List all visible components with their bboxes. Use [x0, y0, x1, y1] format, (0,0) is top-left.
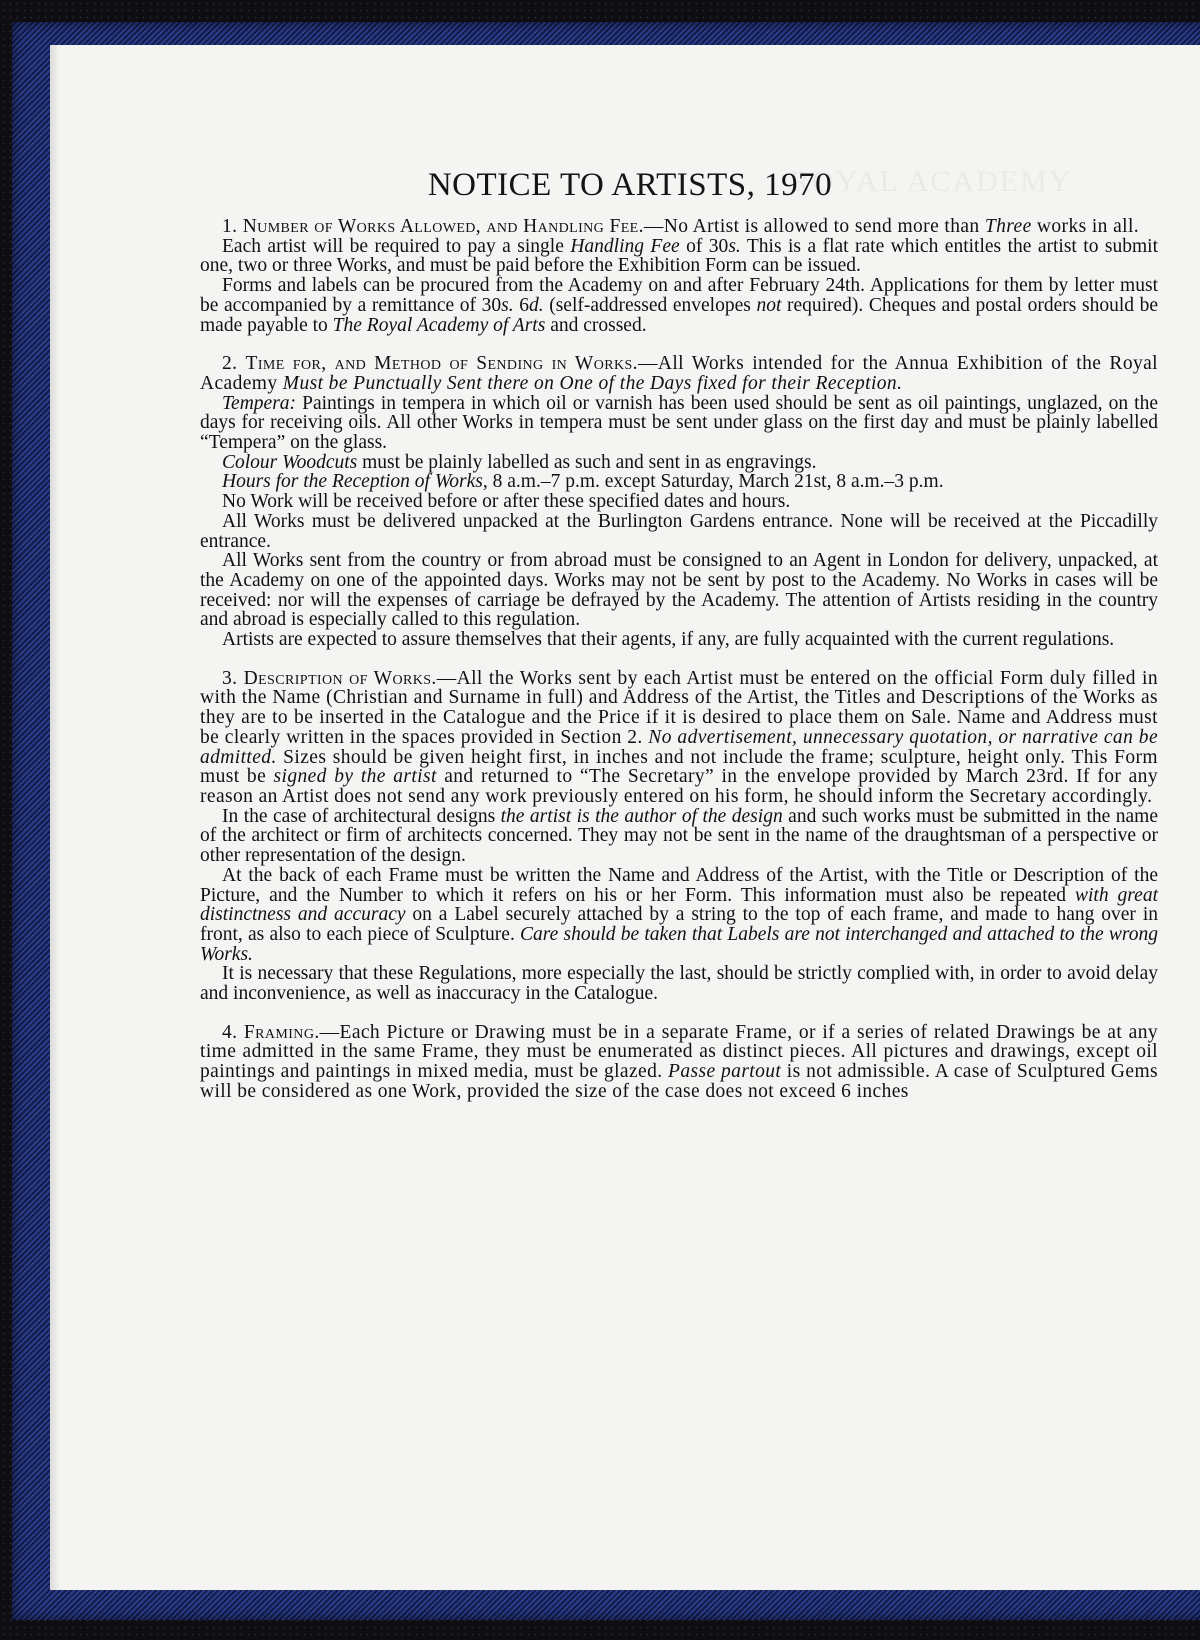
paragraph: Each artist will be required to pay a single Handling Fee of 30s. This is a flat rate which entitles the artist to submit one, two or three Works, and must be paid before the Exhibition Form can be issued.	[200, 235, 1158, 277]
paragraph: No Work will be received before or after these specified dates and hours.	[222, 491, 791, 513]
paragraph: Tempera: Paintings in tempera in which oil or varnish has been used should be sent as oil paintings, unglazed, on the days for receiving oils. All other Works in tempera must be sent under glass on the first day and must be plainly labelled “Tempera” on the glass.	[200, 392, 1158, 454]
paragraph: It is necessary that these Regulations, more especially the last, should be strictly complied with, in order to avoid delay and inconvenience, as well as inaccuracy in the Catalogue.	[200, 963, 1158, 1005]
paragraph: Colour Woodcuts must be plainly labelled as such and sent in as engravings.	[222, 451, 817, 473]
section-framing	[200, 1023, 1158, 1102]
section-heading: Number of Works Allowed, and Handling Fee.	[242, 216, 644, 237]
paragraph: 4. Framing.—Each Picture or Drawing must be in a separate Frame, or if a series of related Drawings be at any time admitted in the same Frame, they must be enumerated as distinct pieces. All pictures and drawings, except oil paintings and paintings in mixed media, must be glazed. Passe partout is not admissible. A case of Sculptured Gems will be considered as one Work, provided the size of the case does not exceed 6 inches	[200, 1021, 1159, 1102]
section-time-and-method	[200, 354, 1158, 650]
section-number: 3.	[222, 667, 244, 689]
section-number: 2.	[222, 353, 246, 375]
section-heading: Time for, and Method of Sending in Works.	[245, 353, 638, 375]
paragraph: Artists are expected to assure themselves that their agents, if any, are fully acquainted with the current regulations.	[222, 629, 1115, 651]
paragraph: All Works sent from the country or from abroad must be consigned to an Agent in London for delivery, unpacked, at the Academy on one of the appointed days. Works may not be sent by post to the Academy. No Works in cases will be received: nor will the expenses of carriage be defrayed by the Academy. The attention of Artists residing in the country and abroad is especially called to this regulation.	[200, 550, 1158, 631]
paragraph: 3. Description of Works.—All the Works sent by each Artist must be entered on the official Form duly filled in with the Name (Christian and Surname in full) and Address of the Artist, the Titles and Descriptions of the Works as they are to be inserted in the Catalogue and the Price if it is desired to place them on Sale. Name and Address must be clearly written in the spaces provided in Section 2. No advertisement, unnecessary quotation, or narrative can be admitted. Sizes should be given height first, in inches and not include the frame; sculpture, height only. This Form must be signed by the artist and returned to “The Secretary” in the envelope provided by March 23rd. If for any reason an Artist does not send any work previously entered on his form, he should inform the Secretary accordingly.	[200, 667, 1159, 807]
document-page	[50, 45, 1200, 1590]
section-heading: Description of Works.	[243, 667, 437, 689]
paragraph: All Works must be delivered unpacked at the Burlington Gardens entrance. None will be received at the Piccadilly entrance.	[200, 510, 1158, 552]
section-number: 4.	[222, 1021, 244, 1043]
section-description-of-works	[200, 669, 1158, 1004]
page-title: NOTICE TO ARTISTS, 1970	[427, 167, 833, 203]
section-number-of-works	[200, 217, 1158, 335]
paragraph: 1. Number of Works Allowed, and Handling Fee.—No Artist is allowed to send more than Three works in all.	[222, 216, 1140, 237]
paragraph: Hours for the Reception of Works, 8 a.m.–7 p.m. except Saturday, March 21st, 8 a.m.–3 p.m.	[222, 471, 944, 493]
paragraph: At the back of each Frame must be written the Name and Address of the Artist, with the Title or Description of the Picture, and the Number to which it refers on his or her Form. This information must also be repeated with great distinctness and accuracy on a Label securely attached by a string to the top of each frame, and made to hang over in front, as also to each piece of Sculpture. Care should be taken that Labels are not interchanged and attached to the wrong Works.	[200, 864, 1158, 965]
section-number: 1.	[222, 216, 243, 237]
section-heading: Framing.	[243, 1021, 320, 1043]
paragraph: 2. Time for, and Method of Sending in Works.—All Works intended for the Annua Exhibition of the Royal Academy Must be Punctually Sent there on One of the Days fixed for their Reception.	[200, 353, 1158, 394]
notice-body	[200, 217, 1158, 1121]
paragraph: In the case of architectural designs the artist is the author of the design and such works must be submitted in the name of the architect or firm of architects concerned. They may not be sent in the name of the draughtsman of a perspective or other representation of the design.	[200, 805, 1158, 867]
paragraph: Forms and labels can be procured from the Academy on and after February 24th. Applications for them by letter must be accompanied by a remittance of 30s. 6d. (self-addressed envelopes not required). Cheques and postal orders should be made payable to The Royal Academy of Arts and crossed.	[200, 275, 1159, 336]
